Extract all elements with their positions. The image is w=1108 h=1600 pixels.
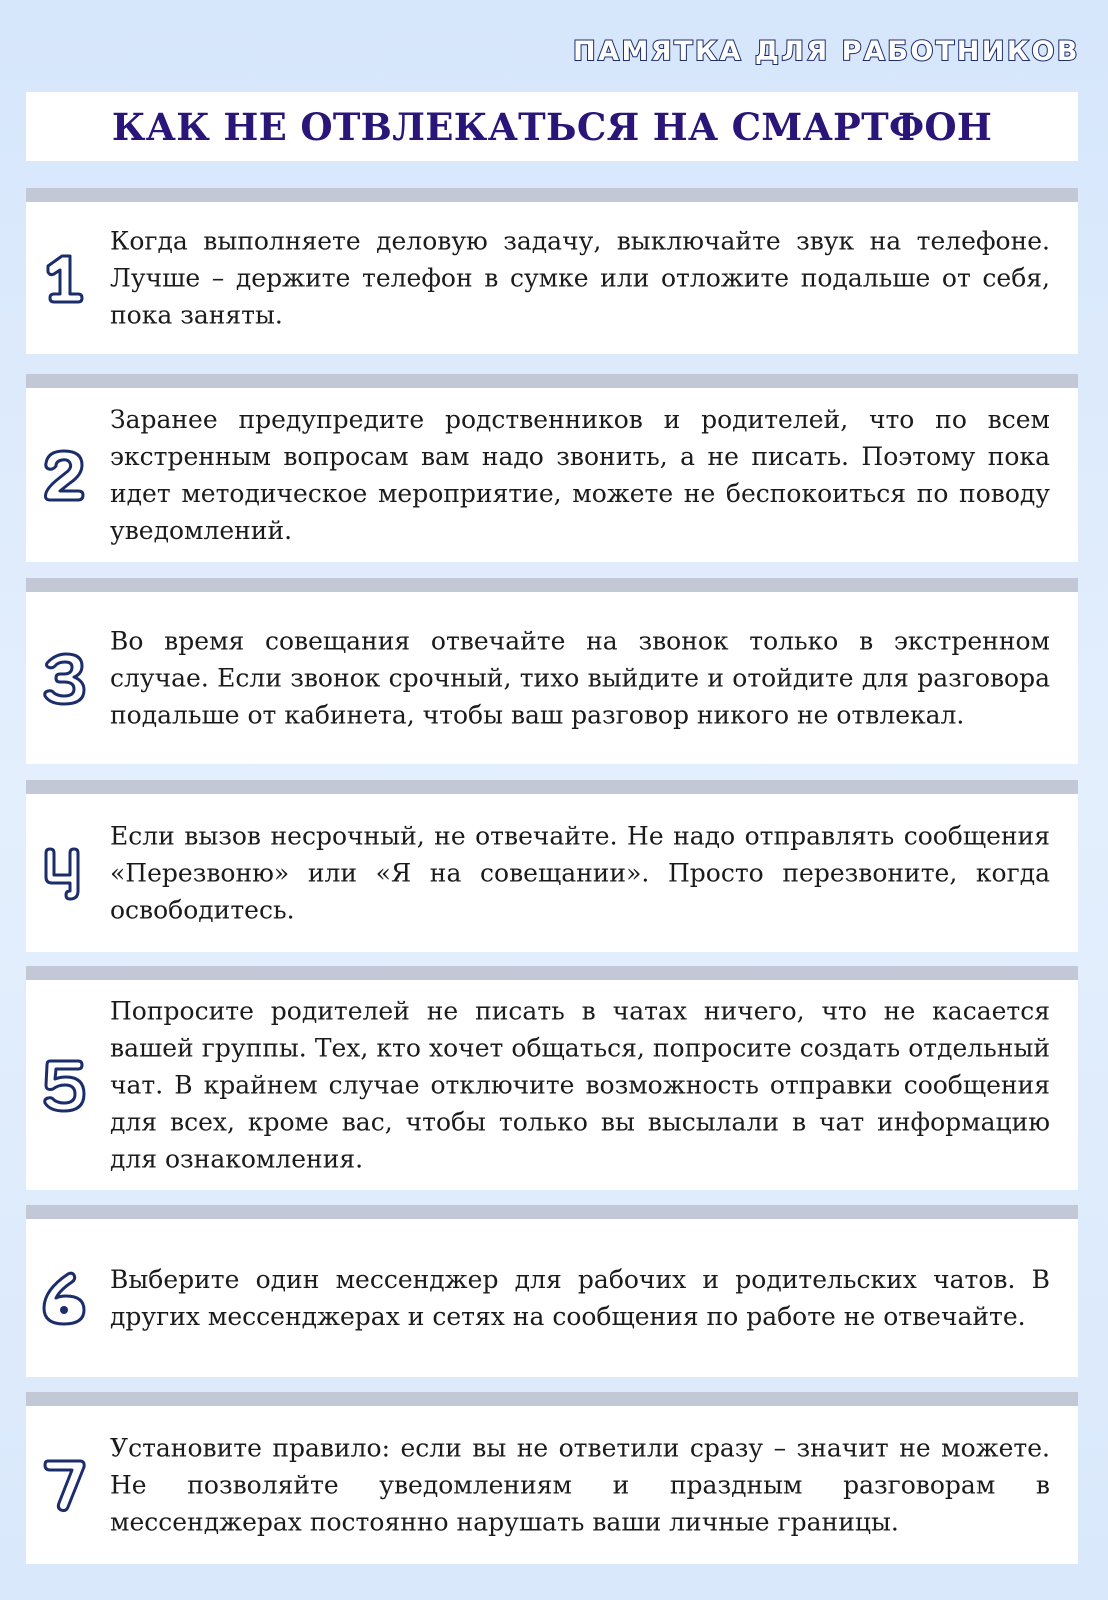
title-banner <box>26 92 1078 161</box>
number-3-icon <box>40 648 88 708</box>
tip-text-1: Когда выполняете деловую задачу, выключайте звук на телефоне. Лучше – держите телефон в сумке или отложите подальше от себя, пока заняты. <box>110 226 1050 330</box>
page-title: КАК НЕ ОТВЛЕКАТЬСЯ НА СМАРТФОН <box>111 104 993 149</box>
number-1-icon <box>40 248 88 308</box>
tip-text-3: Во время совещания отвечайте на звонок только в экстренном случае. Если звонок срочный, тихо выйдите и отойдите для разговора подальше от кабинета, чтобы ваш разговор никого не отвлекал. <box>110 626 1050 730</box>
tip-card-4 <box>26 780 1078 952</box>
tip-card-5 <box>26 966 1078 1190</box>
tip-card-2 <box>26 374 1078 562</box>
number-5-icon <box>40 1055 88 1115</box>
tip-card-6 <box>26 1205 1078 1377</box>
tip-text-6: Выберите один мессенджер для рабочих и родительских чатов. В других мессенджерах и сетях на сообщения по работе не отвечайте. <box>110 1265 1050 1331</box>
tip-text-2: Заранее предупредите родственников и родителей, что по всем экстренным вопросам вам надо звонить, а не писать. Поэтому пока идет методическое мероприятие, можете не беспокоиться по поводу уведомлений. <box>110 405 1050 545</box>
number-2-icon <box>40 445 88 505</box>
tip-card-1 <box>26 188 1078 354</box>
tip-text-5: Попросите родителей не писать в чатах ничего, что не касается вашей группы. Тех, кто хочет общаться, попросите создать отдельный чат. В крайнем случае отключите возможность отправки сообщения для всех, кроме вас, чтобы только вы высылали в чат информацию для ознакомления. <box>110 996 1050 1174</box>
number-7-icon <box>40 1455 88 1515</box>
memo-subtitle: ПАМЯТКА ДЛЯ РАБОТНИКОВ <box>572 36 1080 67</box>
tip-card-3 <box>26 578 1078 764</box>
number-4-icon <box>40 843 88 903</box>
number-6-icon <box>40 1268 88 1328</box>
tip-text-4: Если вызов несрочный, не отвечайте. Не надо отправлять сообщения «Перезвоню» или «Я на совещании». Просто перезвоните, когда освободитесь. <box>110 821 1050 925</box>
tip-card-7 <box>26 1392 1078 1564</box>
tip-text-7: Установите правило: если вы не ответили сразу – значит не можете. Не позволяйте уведомлениям и праздным разговорам в мессенджерах постоянно нарушать ваши личные границы. <box>110 1433 1050 1537</box>
